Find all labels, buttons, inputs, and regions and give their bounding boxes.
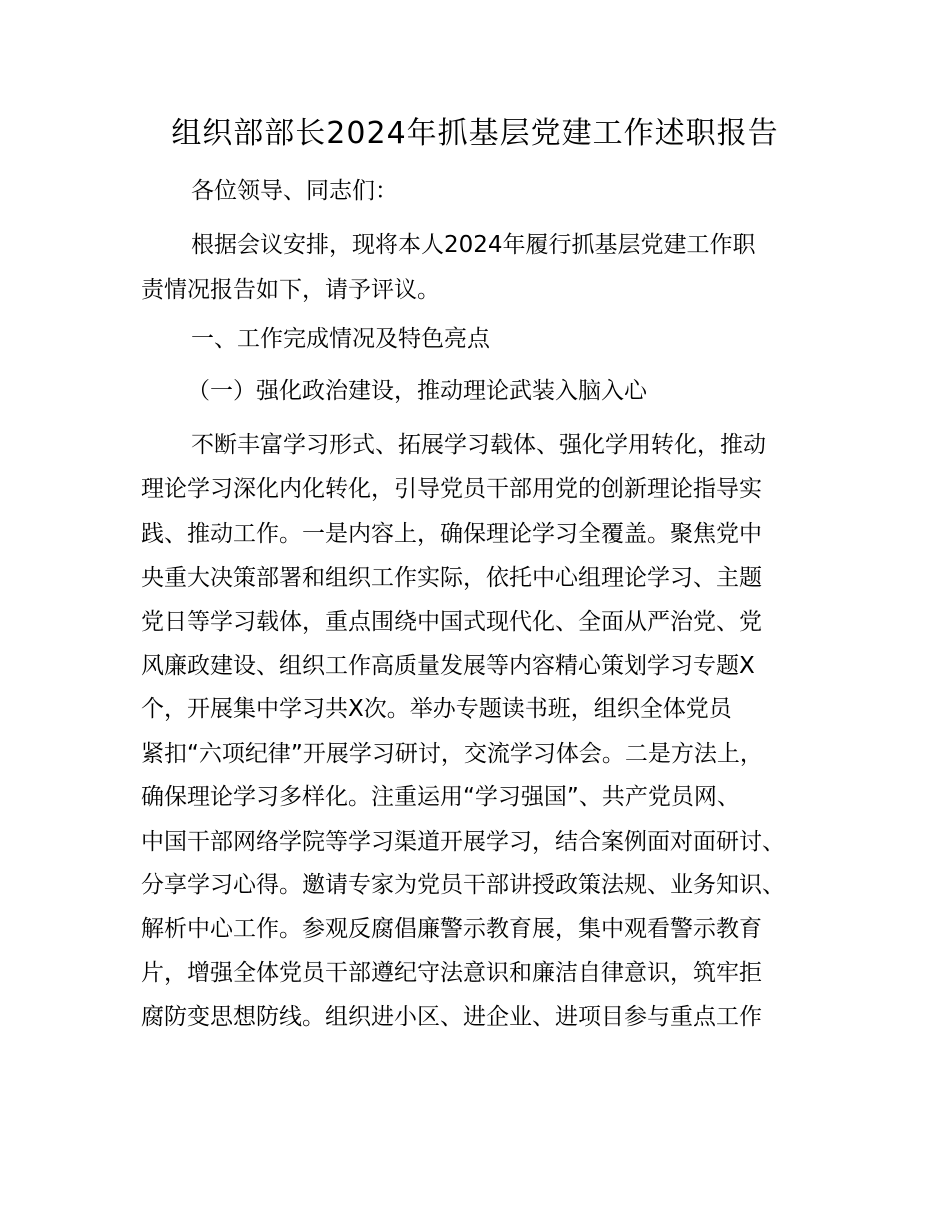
body-line: 紧扣“六项纪律”开展学习研讨，交流学习体会。二是方法上，: [141, 741, 763, 767]
body-line: 理论学习深化内化转化，引导党员干部用党的创新理论指导实: [141, 476, 762, 502]
body-line: 不断丰富学习形式、拓展学习载体、强化学用转化，推动: [191, 432, 766, 458]
salutation: 各位领导、同志们：: [191, 178, 398, 204]
body-line: 解析中心工作。参观反腐倡廉警示教育展，集中观看警示教育: [141, 916, 762, 942]
intro-line: 根据会议安排，现将本人2024年履行抓基层党建工作职: [191, 232, 756, 258]
body-line: 中国干部网络学院等学习渠道开展学习，结合案例面对面研讨、: [141, 829, 785, 855]
body-line: 分享学习心得。邀请专家为党员干部讲授政策法规、业务知识、: [141, 872, 785, 898]
body-line: 风廉政建设、组织工作高质量发展等内容精心策划学习专题X: [141, 653, 755, 679]
body-line: 片，增强全体党员干部遵纪守法意识和廉洁自律意识，筑牢拒: [141, 960, 762, 986]
body-line: 践、推动工作。一是内容上，确保理论学习全覆盖。聚焦党中: [141, 521, 762, 547]
body-line: 党日等学习载体，重点围绕中国式现代化、全面从严治党、党: [141, 609, 762, 635]
body-line: 确保理论学习多样化。注重运用“学习强国”、共产党员网、: [141, 784, 740, 810]
document-title: 组织部部长2024年抓基层党建工作述职报告: [171, 116, 779, 151]
body-line: 个，开展集中学习共X次。举办专题读书班，组织全体党员: [141, 696, 732, 722]
body-line: 央重大决策部署和组织工作实际，依托中心组理论学习、主题: [141, 565, 762, 591]
body-line: 腐防变思想防线。组织进小区、进企业、进项目参与重点工作: [141, 1004, 762, 1030]
section-heading: 一、工作完成情况及特色亮点: [191, 326, 490, 352]
subsection-heading: （一）强化政治建设，推动理论武装入脑入心: [187, 378, 647, 404]
intro-line: 责情况报告如下，请予评议。: [141, 277, 440, 303]
